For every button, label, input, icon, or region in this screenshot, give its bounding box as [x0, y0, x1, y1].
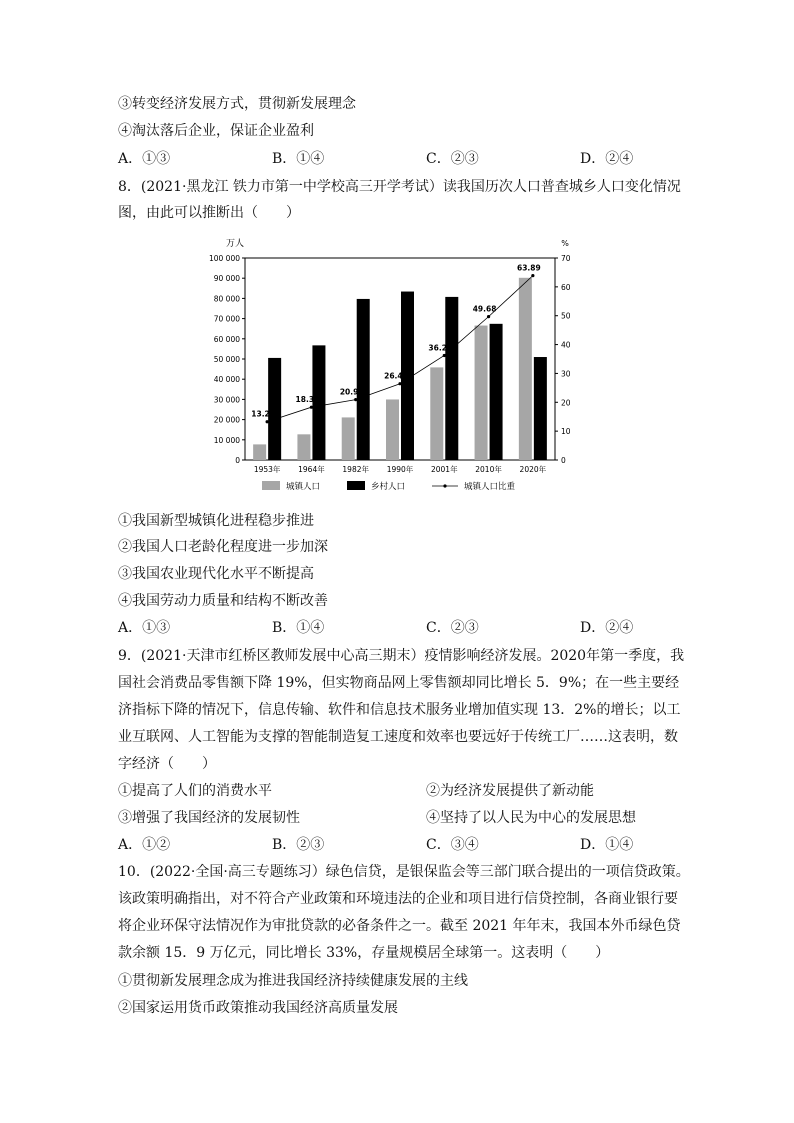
q10-stem-line-3: 将企业环保守法情况作为审批贷款的必备条件之一。截至 2021 年年末，我国本外币绿色贷 — [118, 918, 681, 934]
q8-option-b[interactable]: B．①④ — [272, 620, 325, 636]
y-left-tick-label: 80 000 — [213, 294, 240, 304]
x-tick-label: 1982年 — [342, 465, 370, 474]
y-axis-right-unit: % — [561, 239, 569, 248]
q9-option-a[interactable]: A．①② — [118, 837, 171, 853]
bar-rural-2 — [357, 299, 370, 460]
bar-rural-4 — [445, 297, 458, 460]
x-tick-label: 2020年 — [519, 465, 547, 474]
bar-urban-6 — [519, 278, 532, 460]
q7-option-b[interactable]: B．①④ — [272, 151, 325, 167]
bar-urban-2 — [342, 417, 355, 460]
urban-ratio-label-1: 18.30 — [295, 395, 320, 405]
urban-ratio-point-4 — [443, 354, 446, 357]
q8-stem-line-1: 8．(2021·黑龙江 铁力市第一中学校高三开学考试）读我国历次人口普查城乡人口变化情况 — [118, 179, 681, 195]
y-right-tick-label: 30 — [561, 369, 571, 379]
urban-ratio-point-1 — [310, 406, 313, 409]
y-left-tick-label: 30 000 — [213, 395, 240, 405]
x-tick-label: 1953年 — [253, 465, 281, 474]
q9-stem-line-4: 业互联网、人工智能为支撑的智能制造复工速度和效率也要远好于传统工厂……这表明，数 — [118, 729, 678, 745]
urban-ratio-point-5 — [487, 315, 490, 318]
legend-ratio-marker — [443, 484, 446, 487]
q9-item-4: ④坚持了以人民为中心的发展思想 — [426, 810, 636, 826]
urban-ratio-point-3 — [398, 382, 401, 385]
x-tick-label: 1964年 — [298, 465, 325, 474]
q8-stem-line-2: 图，由此可以推断出（ ） — [118, 205, 300, 221]
y-right-tick-label: 40 — [561, 340, 571, 350]
urban-ratio-point-2 — [354, 398, 357, 401]
q7-option-a[interactable]: A．①③ — [118, 151, 171, 167]
bar-urban-1 — [297, 434, 310, 460]
q7-option-d[interactable]: D．②④ — [580, 151, 634, 167]
q8-item-1: ①我国新型城镇化进程稳步推进 — [118, 513, 314, 529]
y-left-tick-label: 50 000 — [213, 355, 240, 364]
y-right-tick-label: 0 — [561, 456, 566, 465]
q10-stem-line-1: 10．(2022·全国·高三专题练习）绿色信贷，是银保监会等三部门联合提出的一项信贷政策。 — [118, 864, 690, 880]
q7-item-4: ④淘汰落后企业，保证企业盈利 — [118, 123, 314, 139]
q8-option-d[interactable]: D．②④ — [580, 620, 634, 636]
legend-urban-swatch — [262, 481, 280, 490]
q9-stem-line-5: 字经济（ ） — [118, 756, 216, 772]
y-right-tick-label: 20 — [561, 398, 571, 408]
x-tick-label: 2010年 — [475, 465, 502, 474]
legend-ratio-label: 城镇人口比重 — [464, 482, 516, 492]
q9-option-d[interactable]: D．①④ — [580, 837, 634, 853]
q10-item-2: ②国家运用货币政策推动我国经济高质量发展 — [118, 1000, 398, 1016]
q9-option-b[interactable]: B．②③ — [272, 837, 325, 853]
bar-urban-5 — [475, 326, 488, 460]
urban-ratio-label-0: 13.26 — [251, 409, 276, 419]
population-chart — [205, 232, 585, 504]
bar-urban-0 — [253, 444, 266, 460]
q10-stem-line-2: 该政策明确指出，对不符合产业政策和环境违法的企业和项目进行信贷控制，各商业银行要 — [118, 891, 678, 907]
bar-rural-5 — [490, 324, 503, 460]
legend-urban-label: 城镇人口 — [286, 482, 321, 492]
y-left-tick-label: 40 000 — [213, 375, 240, 385]
q8-option-c[interactable]: C．②③ — [426, 620, 479, 636]
q10-stem-line-4: 款余额 15．9 万亿元，同比增长 33%，存量规模居全球第一。这表明（ ） — [118, 945, 610, 961]
y-right-tick-label: 70 — [561, 254, 571, 263]
urban-ratio-label-4: 36.22 — [428, 343, 453, 353]
y-right-tick-label: 50 — [561, 311, 571, 321]
y-left-tick-label: 10 000 — [213, 435, 240, 445]
q7-option-c[interactable]: C．②③ — [426, 151, 479, 167]
q8-option-a[interactable]: A．①③ — [118, 620, 171, 636]
y-left-tick-label: 100 000 — [208, 254, 240, 263]
q9-item-2: ②为经济发展提供了新动能 — [426, 783, 594, 799]
y-axis-left-unit: 万人 — [225, 239, 245, 249]
legend-rural-label: 乡村人口 — [371, 482, 406, 492]
urban-ratio-label-2: 20.91 — [339, 387, 364, 397]
q9-item-3: ③增强了我国经济的发展韧性 — [118, 810, 300, 826]
q9-stem-line-2: 国社会消费品零售额下降 19%，但实物商品网上零售额却同比增长 5．9%；在一些主要经 — [118, 675, 680, 691]
urban-ratio-label-3: 26.44 — [384, 371, 408, 381]
q9-item-1: ①提高了人们的消费水平 — [118, 783, 272, 799]
y-left-tick-label: 70 000 — [213, 314, 240, 324]
legend-rural-swatch — [347, 481, 365, 490]
bar-rural-6 — [534, 357, 547, 460]
q9-stem-line-3: 济指标下降的情况下，信息传输、软件和信息技术服务业增加值实现 13．2%的增长；以工 — [118, 702, 681, 718]
y-left-tick-label: 0 — [235, 456, 240, 465]
q8-item-2: ②我国人口老龄化程度进一步加深 — [118, 539, 328, 555]
q8-item-3: ③我国农业现代化水平不断提高 — [118, 566, 314, 582]
y-left-tick-label: 20 000 — [213, 415, 240, 425]
q9-stem-line-1: 9．(2021·天津市红桥区教师发展中心高三期末）疫情影响经济发展。2020年第一季度，我 — [118, 648, 685, 664]
x-tick-label: 2001年 — [430, 465, 458, 474]
bar-urban-4 — [430, 367, 443, 460]
x-tick-label: 1990年 — [386, 465, 414, 474]
q9-option-c[interactable]: C．③④ — [426, 837, 479, 853]
q7-item-3: ③转变经济发展方式，贯彻新发展理念 — [118, 96, 356, 112]
q10-item-1: ①贯彻新发展理念成为推进我国经济持续健康发展的主线 — [118, 973, 468, 989]
urban-ratio-point-0 — [266, 420, 269, 423]
urban-ratio-label-5: 49.68 — [472, 304, 497, 314]
urban-ratio-label-6: 63.89 — [516, 263, 541, 273]
y-right-tick-label: 60 — [561, 282, 571, 292]
y-left-tick-label: 90 000 — [213, 274, 240, 284]
y-right-tick-label: 10 — [561, 427, 571, 437]
plot-frame — [245, 258, 555, 460]
y-left-tick-label: 60 000 — [213, 334, 240, 344]
q8-item-4: ④我国劳动力质量和结构不断改善 — [118, 593, 328, 609]
bar-urban-3 — [386, 399, 399, 460]
urban-ratio-point-6 — [531, 274, 534, 277]
